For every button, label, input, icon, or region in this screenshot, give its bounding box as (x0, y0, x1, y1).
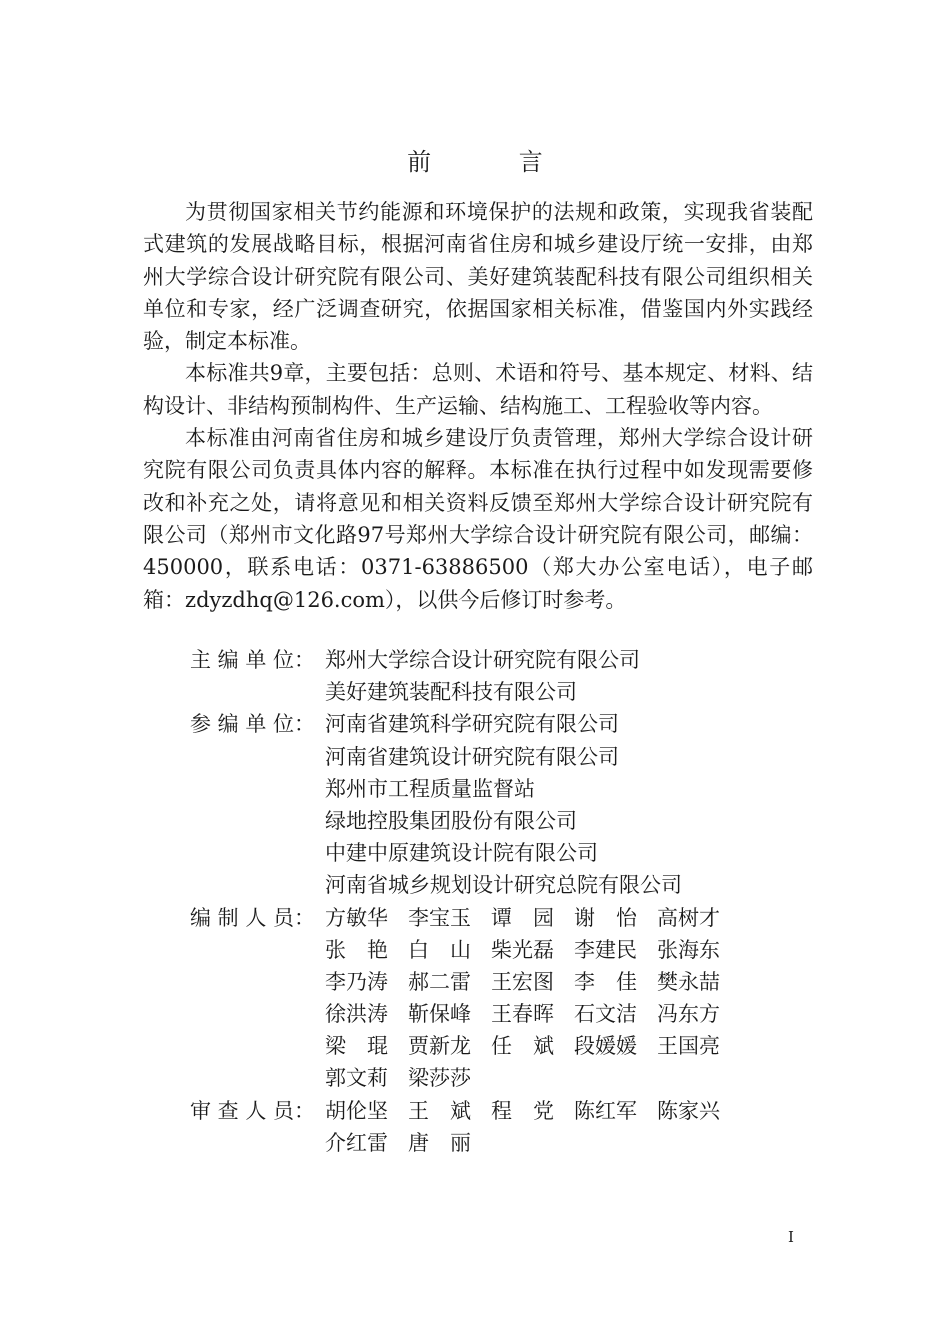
person-name: 唐 丽 (408, 1130, 471, 1155)
person-name: 谭 园 (491, 905, 554, 930)
names-row (325, 1127, 830, 1159)
person-name: 柴光磊 (491, 937, 554, 962)
person-name: 李乃涛 (325, 969, 388, 994)
names-row (325, 1030, 830, 1062)
person-name: 谢 怡 (574, 905, 637, 930)
contributors-roster (190, 644, 830, 1159)
person-name: 王宏图 (491, 969, 554, 994)
names-row (325, 966, 830, 998)
names-row (325, 934, 830, 966)
chief-units (190, 644, 830, 708)
names-row (325, 1062, 830, 1094)
person-name: 陈家兴 (657, 1098, 720, 1123)
unit-name: 绿地控股集团股份有限公司 (325, 808, 577, 833)
person-name: 程 党 (491, 1098, 554, 1123)
person-name: 王春晖 (491, 1002, 554, 1027)
person-name: 介红雷 (325, 1130, 388, 1155)
participating-units (190, 708, 830, 901)
page-title: 前 言 (407, 148, 583, 176)
paragraph: 本标准共9章，主要包括：总则、术语和符号、基本规定、材料、结构设计、非结构预制构件、生产运输、结构施工、工程验收等内容。 (143, 361, 813, 418)
person-name: 张海东 (657, 937, 720, 962)
person-name: 王国亮 (657, 1034, 720, 1059)
person-name: 任 斌 (491, 1034, 554, 1059)
unit-name: 郑州大学综合设计研究院有限公司 (325, 648, 640, 672)
person-name: 高树才 (657, 905, 720, 930)
person-name: 陈红军 (574, 1098, 637, 1123)
person-name: 徐洪涛 (325, 1002, 388, 1027)
person-name: 石文洁 (574, 1002, 637, 1027)
drafters-label: 编 制 人 员： (190, 905, 316, 930)
person-name: 方敏华 (325, 905, 388, 930)
person-name: 李宝玉 (408, 905, 471, 930)
participating-units-label: 参 编 单 位： (190, 712, 316, 737)
names-row (325, 902, 830, 934)
unit-name: 河南省建筑设计研究院有限公司 (325, 744, 619, 769)
person-name: 王 斌 (408, 1098, 471, 1123)
reviewers-label: 审 查 人 员： (190, 1098, 316, 1123)
unit-name: 美好建筑装配科技有限公司 (325, 680, 577, 705)
paragraph: 为贯彻国家相关节约能源和环境保护的法规和政策，实现我省装配式建筑的发展战略目标，根据河南省住房和城乡建设厅统一安排，由郑州大学综合设计研究院有限公司、美好建筑装配科技有限公司组织相关单位和专家，经广泛调查研究，依据国家相关标准，借鉴国内外实践经验，制定本标准。 (143, 200, 813, 354)
reviewers (190, 1095, 830, 1159)
person-name: 冯东方 (657, 1002, 720, 1027)
person-name: 段媛媛 (574, 1034, 637, 1059)
person-name: 白 山 (408, 937, 471, 962)
page-number: I (788, 1228, 794, 1246)
person-name: 贾新龙 (408, 1034, 471, 1059)
unit-name: 河南省建筑科学研究院有限公司 (325, 712, 619, 737)
unit-name: 中建中原建筑设计院有限公司 (325, 841, 598, 866)
names-row (325, 1095, 830, 1127)
person-name: 胡伦坚 (325, 1098, 388, 1123)
paragraph: 本标准由河南省住房和城乡建设厅负责管理，郑州大学综合设计研究院有限公司负责具体内容的解释。本标准在执行过程中如发现需要修改和补充之处，请将意见和相关资料反馈至郑州大学综合设计研究院有限公司（郑州市文化路97号郑州大学综合设计研究院有限公司，邮编：450000，联系电话：0371-63886500（郑大办公室电话），电子邮箱：zdyzdhq@126.com），以供今后修订时参考。 (143, 426, 813, 612)
person-name: 梁 琨 (325, 1034, 388, 1059)
person-name: 樊永喆 (657, 969, 720, 994)
drafters (190, 902, 830, 1095)
person-name: 郭文莉 (325, 1066, 388, 1091)
person-name: 李建民 (574, 937, 637, 962)
person-name: 梁莎莎 (408, 1066, 471, 1091)
person-name: 靳保峰 (408, 1002, 471, 1027)
unit-name: 郑州市工程质量监督站 (325, 776, 535, 801)
names-row (325, 998, 830, 1030)
chief-units-label: 主 编 单 位： (190, 648, 316, 672)
person-name: 李 佳 (574, 969, 637, 994)
unit-name: 河南省城乡规划设计研究总院有限公司 (325, 873, 682, 898)
person-name: 郝二雷 (408, 969, 471, 994)
person-name: 张 艳 (325, 937, 388, 962)
preface-body (143, 196, 813, 616)
